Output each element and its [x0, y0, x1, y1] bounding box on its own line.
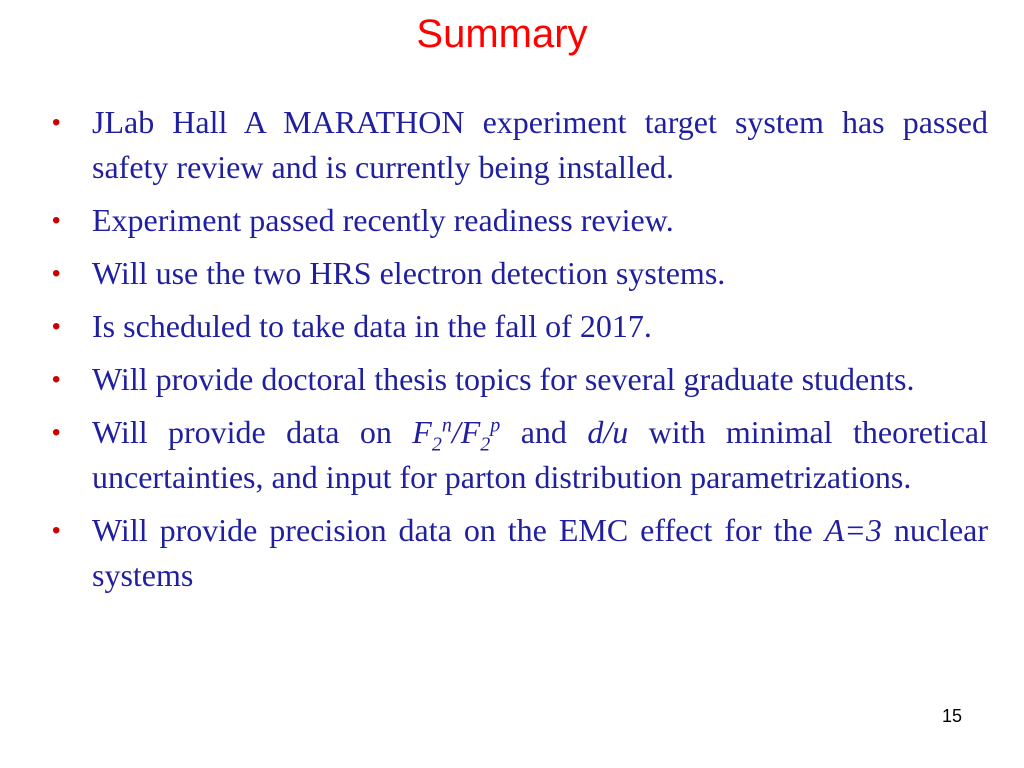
f-main: F: [460, 414, 481, 450]
bullet-text: Will provide doctoral thesis topics for several graduate students.: [92, 361, 915, 397]
bullet-marker-icon: •: [52, 109, 61, 136]
bullet-marker-icon: •: [52, 366, 61, 393]
page-number: 15: [941, 706, 963, 726]
bullet-text-middle: and: [500, 414, 588, 450]
bullet-text: JLab Hall A MARATHON experiment target system has passed safety review and is currently being installed.: [92, 104, 988, 185]
subscript-2: 2: [431, 433, 442, 456]
bullet-list: [52, 100, 988, 606]
f-main: F: [412, 414, 432, 450]
bullet-text: Is scheduled to take data in the fall of 2017.: [92, 308, 652, 344]
bullet-item: [52, 100, 988, 190]
bullet-marker-icon: •: [52, 517, 61, 544]
superscript-p: p: [490, 414, 501, 437]
bullet-item: [52, 251, 988, 296]
bullet-item: [52, 304, 988, 349]
slide-title: Summary: [416, 12, 588, 56]
bullet-marker-icon: •: [52, 207, 61, 234]
bullet-marker-icon: •: [52, 419, 61, 446]
bullet-text-suffix: nuclear systems: [92, 512, 989, 593]
bullet-item: [52, 508, 988, 598]
bullet-text-prefix: Will provide data on: [92, 414, 413, 450]
bullet-marker-icon: •: [52, 260, 61, 287]
bullet-text-prefix: Will provide precision data on the EMC effect for the: [92, 512, 825, 548]
bullet-marker-icon: •: [52, 313, 61, 340]
f2-proton-formula: [460, 414, 501, 456]
a3-math: A=3: [824, 512, 882, 548]
bullet-item: [52, 410, 988, 500]
subscript-2: 2: [480, 433, 491, 456]
bullet-text-suffix: with minimal theoretical uncertainties, and input for parton distribution parametrizations.: [92, 414, 989, 495]
formula-slash: /: [451, 414, 461, 450]
bullet-item: [52, 198, 988, 243]
bullet-text: Experiment passed recently readiness review.: [92, 202, 674, 238]
f2-neutron-formula: [412, 414, 452, 456]
bullet-item: [52, 357, 988, 402]
du-ratio: d/u: [587, 414, 629, 450]
bullet-text: Will use the two HRS electron detection systems.: [92, 255, 726, 291]
superscript-n: n: [441, 414, 452, 437]
